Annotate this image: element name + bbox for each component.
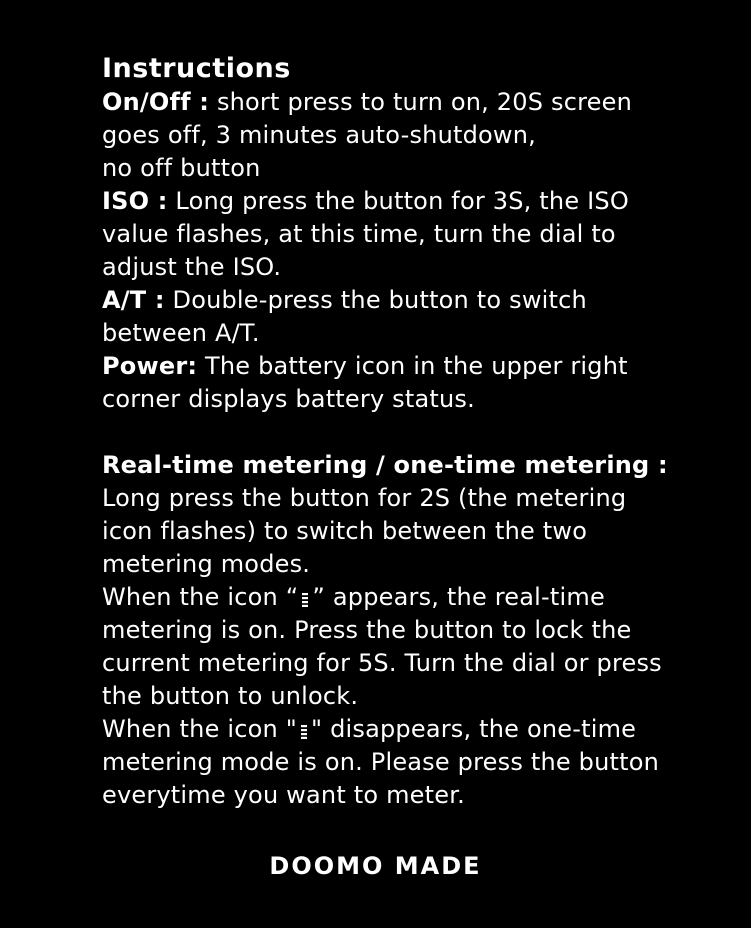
at-label: A/T : — [102, 286, 165, 314]
metering-line-10: everytime you want to meter. — [102, 781, 465, 809]
power-line-1 — [102, 350, 702, 383]
at-line-2: between A/T. — [102, 319, 260, 347]
metering-heading: Real-time metering / one-time metering : — [102, 451, 668, 479]
instructions-block — [102, 52, 702, 812]
metering-line-2: icon flashes) to switch between the two — [102, 517, 588, 545]
iso-label: ISO : — [102, 187, 168, 215]
metering-line-1: Long press the button for 2S (the metering — [102, 484, 627, 512]
onoff-line-1 — [102, 86, 702, 119]
iso-text: Long press the button for 3S, the ISO — [175, 187, 629, 215]
at-line-1 — [102, 284, 702, 317]
metering-line-5: metering is on. Press the button to lock the — [102, 616, 632, 644]
onoff-text: short press to turn on, 20S screen — [216, 88, 632, 116]
iso-line-2: value flashes, at this time, turn the dial to — [102, 220, 616, 248]
metering-bars-icon — [300, 723, 308, 739]
when-appears-pre: When the icon “ — [102, 583, 299, 611]
at-text: Double-press the button to switch — [172, 286, 587, 314]
iso-line-1 — [102, 185, 702, 218]
section-spacer — [102, 416, 702, 449]
metering-line-9: metering mode is on. Please press the button — [102, 748, 660, 776]
power-label: Power: — [102, 352, 198, 380]
when-disappears-pre: When the icon " — [102, 715, 297, 743]
onoff-label: On/Off : — [102, 88, 210, 116]
power-line-2: corner displays battery status. — [102, 385, 475, 413]
instructions-title: Instructions — [102, 53, 291, 84]
iso-line-3: adjust the ISO. — [102, 253, 282, 281]
metering-bars-icon — [301, 591, 309, 607]
when-disappears-post: " disappears, the one-time — [311, 715, 637, 743]
when-appears-post: ” appears, the real-time — [312, 583, 605, 611]
metering-line-3: metering modes. — [102, 550, 311, 578]
power-text: The battery icon in the upper right — [205, 352, 628, 380]
metering-line-7: the button to unlock. — [102, 682, 359, 710]
metering-when-disappears — [102, 713, 702, 746]
onoff-line-3: no off button — [102, 154, 261, 182]
metering-when-appears — [102, 581, 702, 614]
brand-footer: DOOMO MADE — [269, 852, 482, 880]
metering-line-6: current metering for 5S. Turn the dial or press — [102, 649, 662, 677]
onoff-line-2: goes off, 3 minutes auto-shutdown, — [102, 121, 536, 149]
